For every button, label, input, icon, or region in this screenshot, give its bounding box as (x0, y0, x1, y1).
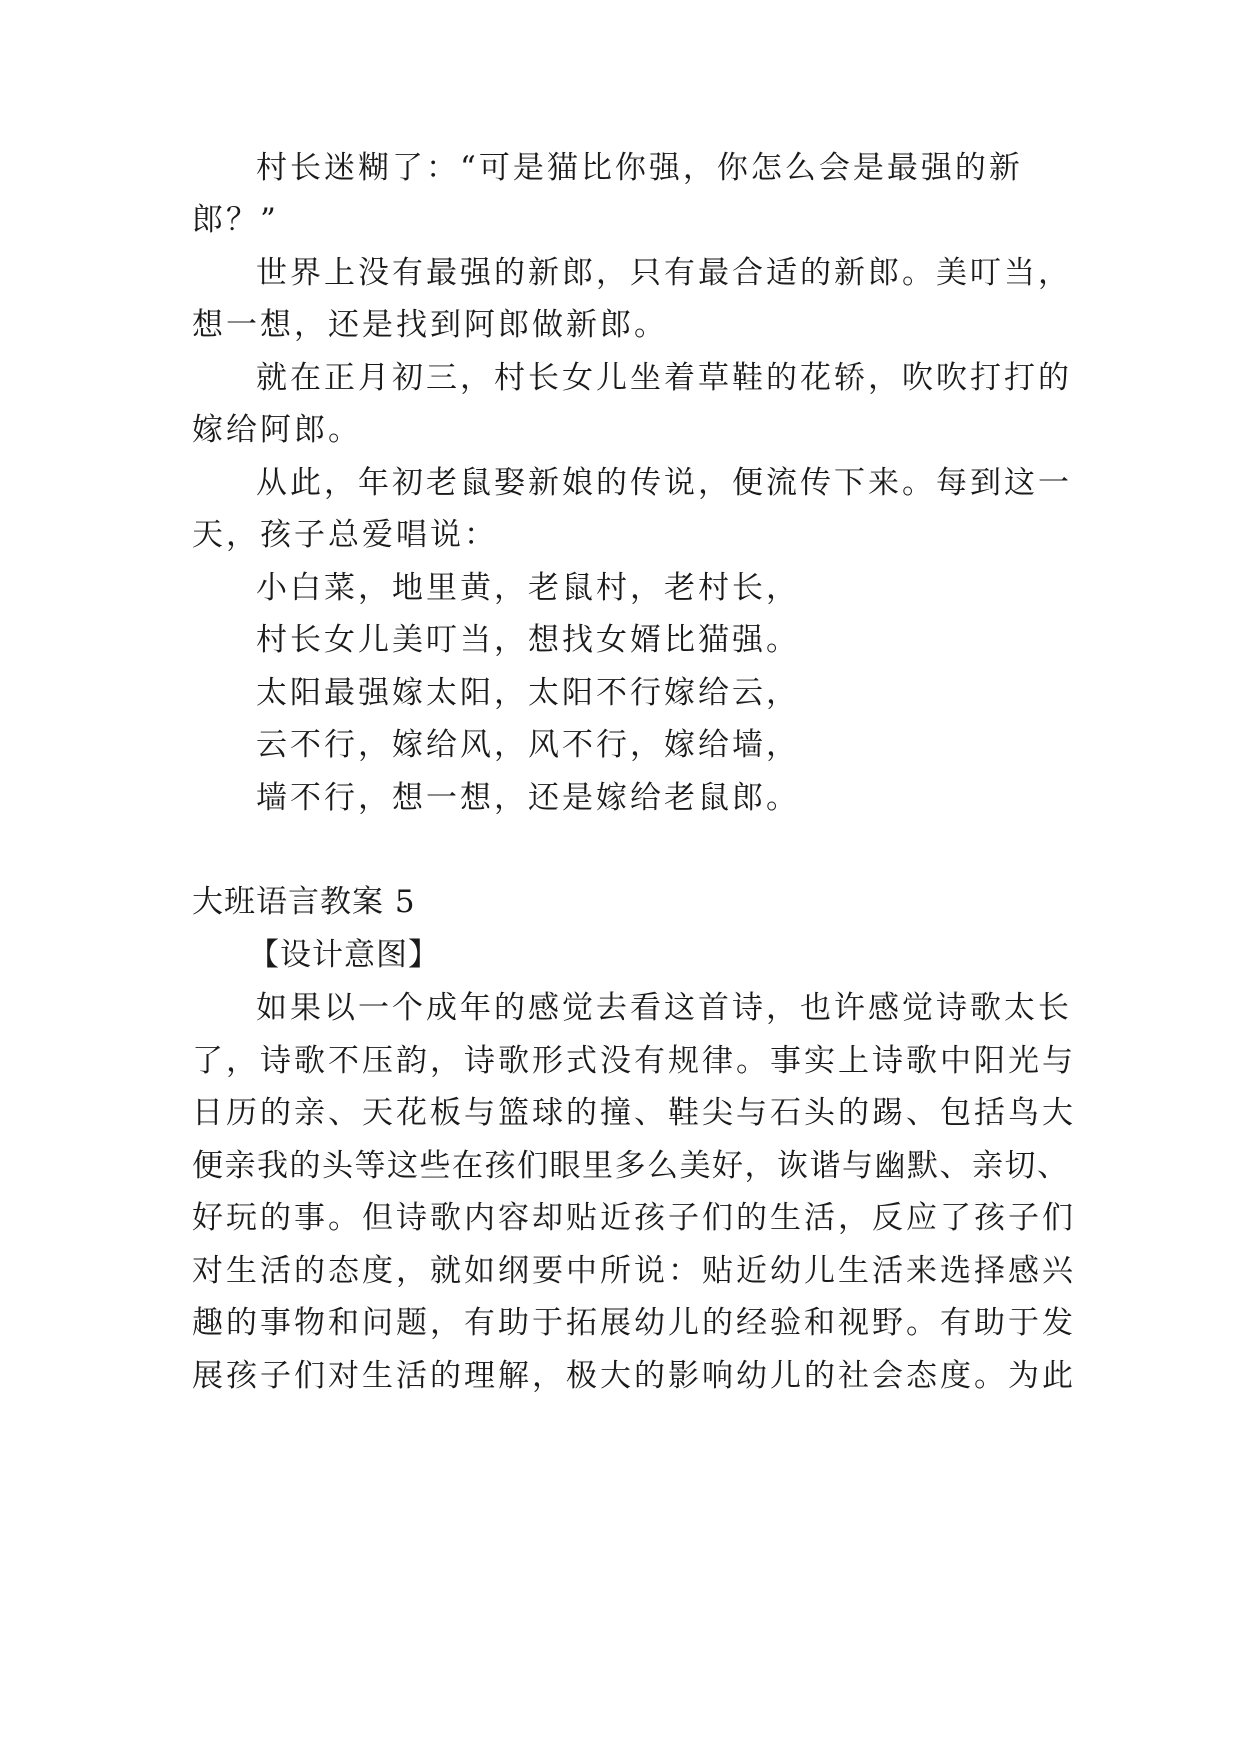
story-paragraph-2-line-2: 想一想，还是找到阿郎做新郎。 (192, 307, 668, 343)
design-paragraph-line: 对生活的态度，就如纲要中所说：贴近幼儿生活来选择感兴 (192, 1253, 1076, 1289)
design-paragraph-line: 便亲我的头等这些在孩们眼里多么美好，诙谐与幽默、亲切、 (192, 1148, 1070, 1184)
section-title: 大班语言教案 5 (192, 884, 416, 920)
story-paragraph-2-line-1: 世界上没有最强的新郎，只有最合适的新郎。美叮当， (256, 255, 1072, 291)
design-paragraph-line: 趣的事物和问题，有助于拓展幼儿的经验和视野。有助于发 (192, 1305, 1076, 1341)
story-paragraph-3-line-1: 就在正月初三，村长女儿坐着草鞋的花轿，吹吹打打的 (256, 360, 1072, 396)
story-paragraph-3-line-2: 嫁给阿郎。 (192, 412, 362, 448)
story-paragraph-4-line-1: 从此，年初老鼠娶新娘的传说，便流传下来。每到这一 (256, 465, 1072, 501)
design-paragraph-line: 日历的亲、天花板与篮球的撞、鞋尖与石头的踢、包括鸟大 (192, 1095, 1076, 1131)
story-paragraph-4-line-2: 天，孩子总爱唱说： (192, 517, 498, 553)
song-line: 墙不行，想一想，还是嫁给老鼠郎。 (256, 780, 800, 816)
design-paragraph-line: 了，诗歌不压韵，诗歌形式没有规律。事实上诗歌中阳光与 (192, 1043, 1076, 1079)
song-line: 云不行，嫁给风，风不行，嫁给墙， (256, 727, 800, 763)
design-paragraph-line: 好玩的事。但诗歌内容却贴近孩子们的生活，反应了孩子们 (192, 1200, 1076, 1236)
design-paragraph-line: 展孩子们对生活的理解，极大的影响幼儿的社会态度。为此 (192, 1358, 1076, 1394)
song-line: 小白菜，地里黄，老鼠村，老村长， (256, 570, 800, 606)
story-paragraph-1-line-2: 郎？” (192, 202, 279, 238)
story-paragraph-1-line-1: 村长迷糊了：“可是猫比你强，你怎么会是最强的新 (256, 150, 1023, 186)
song-line: 村长女儿美叮当，想找女婿比猫强。 (256, 622, 800, 658)
subsection-title: 【设计意图】 (248, 937, 440, 973)
song-line: 太阳最强嫁太阳，太阳不行嫁给云， (256, 675, 800, 711)
design-paragraph-line: 如果以一个成年的感觉去看这首诗，也许感觉诗歌太长 (256, 990, 1072, 1026)
